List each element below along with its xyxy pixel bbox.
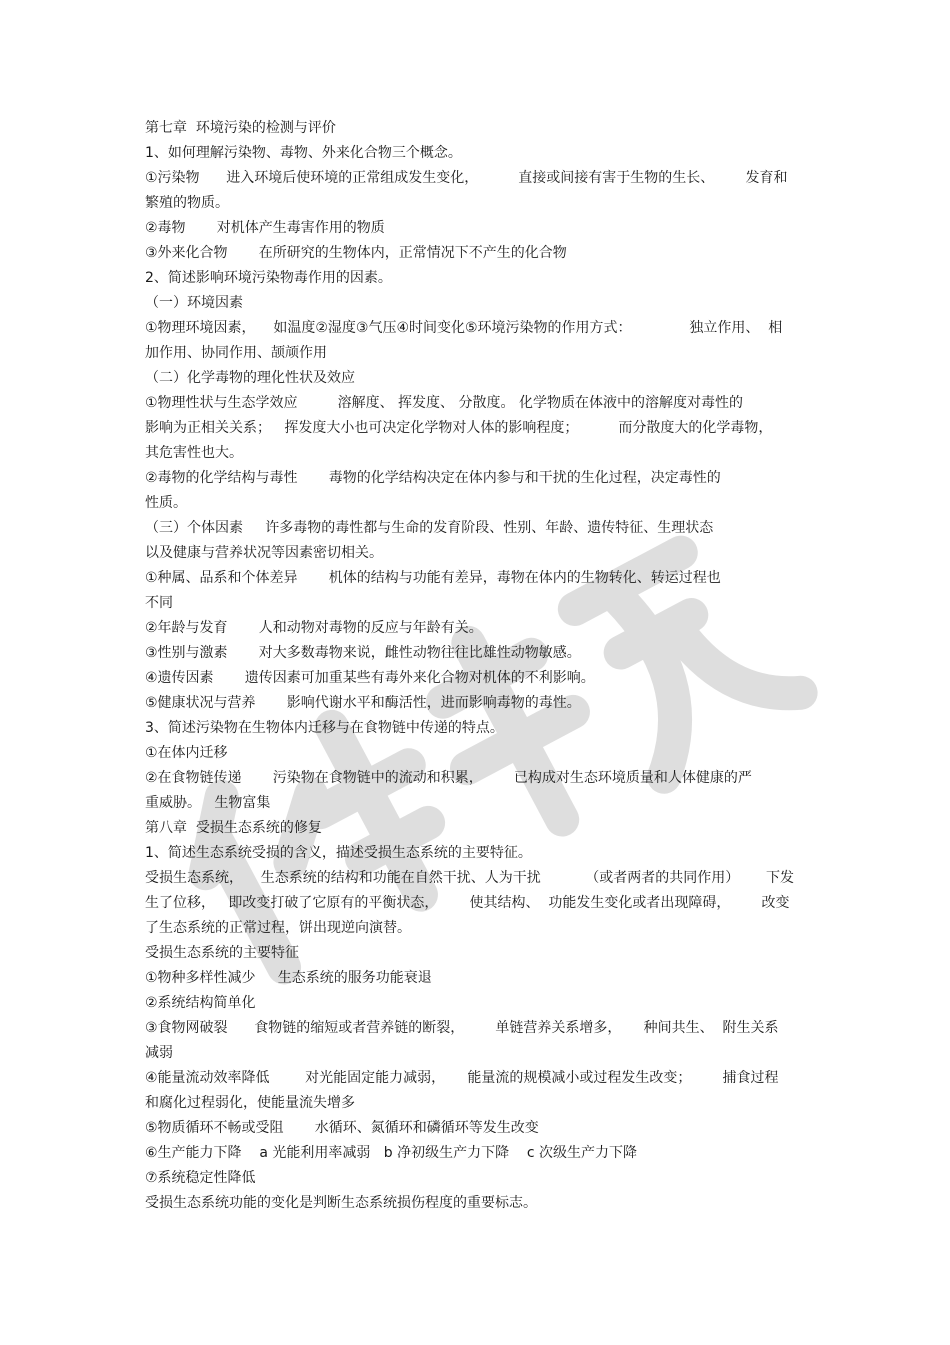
paragraph-line: 繁殖的物质。 [145,195,229,211]
paragraph-line: ④遗传因素 遗传因素可加重某些有毒外来化合物对机体的不利影响。 [145,670,595,686]
paragraph-line: 不同 [145,595,173,611]
chapter-8-title: 第八章 受损生态系统的修复 [145,820,322,836]
paragraph-line: 性质。 [145,495,187,511]
paragraph-line: ②系统结构简单化 [145,995,256,1011]
document-body [145,116,810,1216]
paragraph-line: ⑤健康状况与营养 影响代谢水平和酶活性，进而影响毒物的毒性。 [145,695,581,711]
paragraph-line: ①污染物 进入环境后使环境的正常组成发生变化， 直接或间接有害于生物的生长、 发育和 [145,170,788,186]
paragraph-line: ③食物网破裂 食物链的缩短或者营养链的断裂， 单链营养关系增多， 种间共生、 附生关系 [145,1020,779,1036]
paragraph-line: 以及健康与营养状况等因素密切相关。 [145,545,383,561]
paragraph-line: ④能量流动效率降低 对光能固定能力减弱， 能量流的规模减小或过程发生改变； 捕食过程 [145,1070,779,1086]
paragraph-line: ②年龄与发育 人和动物对毒物的反应与年龄有关。 [145,620,483,636]
paragraph-line: ①物种多样性减少 生态系统的服务功能衰退 [145,970,432,986]
paragraph-line: 了生态系统的正常过程，饼出现逆向演替。 [145,920,411,936]
paragraph-line: 加作用、协同作用、颉颃作用 [145,345,327,361]
section-heading: （三）个体因素 许多毒物的毒性都与生命的发育阶段、性别、年龄、遗传特征、生理状态 [145,520,714,536]
section-heading: （一）环境因素 [145,295,243,311]
paragraph-line: 生了位移， 即改变打破了它原有的平衡状态， 使其结构、 功能发生变化或者出现障碍， 改变 [145,895,790,911]
paragraph-line: ①物理环境因素， 如温度②湿度③气压④时间变化⑤环境污染物的作用方式： 独立作用、 相 [145,320,783,336]
paragraph-line: 其危害性也大。 [145,445,243,461]
paragraph-line: ①在体内迁移 [145,745,228,761]
paragraph-line: ⑥生产能力下降 a 光能利用率减弱 b 净初级生产力下降 c 次级生产力下降 [145,1145,638,1161]
question-3: 3、简述污染物在生物体内迁移与在食物链中传递的特点。 [145,720,504,736]
paragraph-line: ③性别与激素 对大多数毒物来说，雌性动物往往比雄性动物敏感。 [145,645,581,661]
question-1: 1、如何理解污染物、毒物、外来化合物三个概念。 [145,145,462,161]
chapter-7-title: 第七章 环境污染的检测与评价 [145,120,336,136]
paragraph-line: ⑦系统稳定性降低 [145,1170,256,1186]
paragraph-line: ②在食物链传递 污染物在食物链中的流动和积累， 已构成对生态环境质量和人体健康的严 [145,770,752,786]
section-heading: （二）化学毒物的理化性状及效应 [145,370,355,386]
paragraph-line: ②毒物 对机体产生毒害作用的物质 [145,220,385,236]
paragraph-line: 重威胁。 生物富集 [145,795,271,811]
paragraph-line: ⑤物质循环不畅或受阻 水循环、氮循环和磷循环等发生改变 [145,1120,539,1136]
paragraph-line: ①物理性状与生态学效应 溶解度、 挥发度、 分散度。 化学物质在体液中的溶解度对毒性的 [145,395,743,411]
paragraph-line: ③外来化合物 在所研究的生物体内，正常情况下不产生的化合物 [145,245,567,261]
question-2: 2、简述影响环境污染物毒作用的因素。 [145,270,392,286]
paragraph-line: ①种属、品系和个体差异 机体的结构与功能有差异，毒物在体内的生物转化、转运过程也 [145,570,721,586]
section-heading: 受损生态系统的主要特征 [145,945,299,961]
paragraph-line: 受损生态系统功能的变化是判断生态系统损伤程度的重要标志。 [145,1195,537,1211]
paragraph-line: ②毒物的化学结构与毒性 毒物的化学结构决定在体内参与和干扰的生化过程，决定毒性的 [145,470,721,486]
paragraph-line: 影响为正相关关系； 挥发度大小也可决定化学物对人体的影响程度； 而分散度大的化学毒物， [145,420,773,436]
question-1: 1、简述生态系统受损的含义，描述受损生态系统的主要特征。 [145,845,532,861]
paragraph-line: 和腐化过程弱化，使能量流失增多 [145,1095,355,1111]
paragraph-line: 减弱 [145,1045,173,1061]
paragraph-line: 受损生态系统， 生态系统的结构和功能在自然干扰、人为干扰 （或者两者的共同作用） 下发 [145,870,795,886]
